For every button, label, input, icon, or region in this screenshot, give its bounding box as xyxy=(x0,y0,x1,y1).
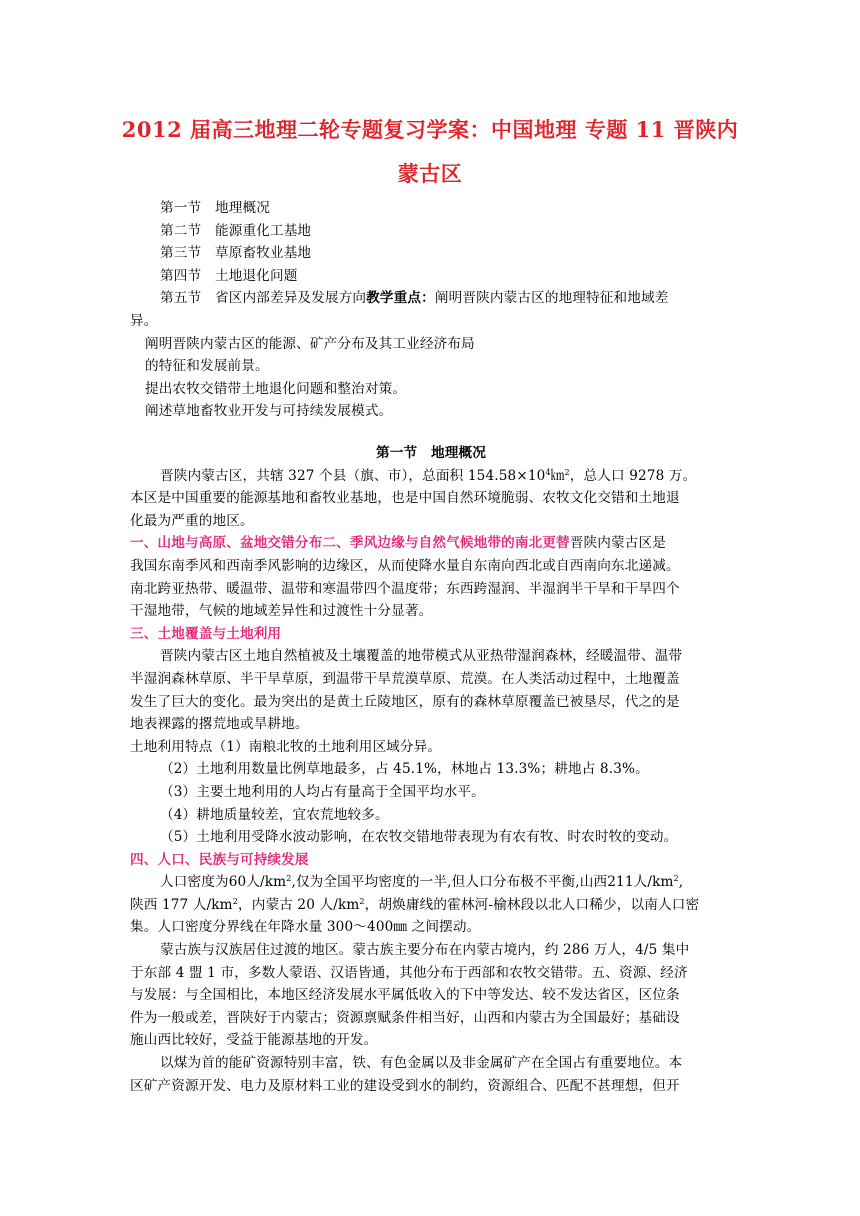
paragraph-line: 与发展：与全国相比，本地区经济发展水平属低收入的下中等发达、较不发达省区，区位条 xyxy=(130,987,680,1004)
paragraph-text: 晋陕内蒙古区是 xyxy=(569,535,667,552)
paragraph-line: 发生了巨大的变化。最为突出的是黄土丘陵地区，原有的森林草原覆盖已被垦尽，代之的是 xyxy=(130,693,680,710)
goal-item: 阐述草地畜牧业开发与可持续发展模式。 xyxy=(145,403,393,420)
toc-item: 第一节 地理概况 xyxy=(160,200,270,216)
paragraph-line: 区矿产资源开发、电力及原材料工业的建设受到水的制约，资源组合、匹配不甚理想，但开 xyxy=(130,1077,680,1094)
superscript: 2 xyxy=(673,874,679,884)
list-item: （5）土地利用受降水波动影响，在农牧交错地带表现为有农有牧、时农时牧的变动。 xyxy=(160,829,678,846)
paragraph-line xyxy=(130,894,732,917)
superscript: 2 xyxy=(286,874,292,884)
list-item: （3）主要土地利用的人均占有量高于全国平均水平。 xyxy=(160,783,485,800)
pop-text: 陕西 177 人/km xyxy=(130,896,233,913)
paragraph-line: 干湿地带，气候的地域差异性和过渡性十分显著。 xyxy=(130,603,433,620)
paragraph-line: 地表裸露的撂荒地或旱耕地。 xyxy=(130,716,309,733)
paragraph-line xyxy=(130,871,732,894)
superscript: 4 xyxy=(545,467,551,477)
paragraph-line: 于东部 4 盟 1 市，多数人蒙语、汉语皆通，其他分布于西部和农牧交错带。五、资源、经济 xyxy=(130,964,688,981)
paragraph-line: 我国东南季风和西南季风影响的边缘区，从而使降水量自东南向西北或自西南向东北递减。 xyxy=(130,557,680,574)
subheading: 一、山地与高原、盆地交错分布二、季风边缘与自然气候地带的南北更替 xyxy=(130,535,570,552)
toc-block xyxy=(130,197,732,423)
list-item: （2）土地利用数量比例草地最多，占 45.1%，林地占 13.3%；耕地占 8.3%。 xyxy=(160,761,649,778)
paragraph-line: 以煤为首的能矿资源特别丰富，铁、有色金属以及非金属矿产在全国占有重要地位。本 xyxy=(160,1055,683,1072)
key-points-text-cont: 异。 xyxy=(130,312,158,329)
paragraph-line: 蒙古族与汉族居住过渡的地区。蒙古族主要分布在内蒙古境内，约 286 万人，4/5 集中 xyxy=(160,942,690,959)
pop-text: , xyxy=(678,874,684,891)
section-1 xyxy=(130,442,732,1097)
toc-item-5-label: 第五节 省区内部差异及发展方向 xyxy=(160,290,367,307)
paragraph-line: 半湿润森林草原、半干旱草原，到温带干旱荒漠草原、荒漠。在人类活动过程中，土地覆盖 xyxy=(130,670,680,687)
pop-text: 人口密度为60人/km xyxy=(160,874,287,891)
subheading: 四、人口、民族与可持续发展 xyxy=(130,851,309,868)
paragraph-line: 南北跨亚热带、暖温带、温带和寒温带四个温度带；东西跨湿润、半湿润半干旱和干旱四个 xyxy=(130,580,680,597)
paragraph-line: 化最为严重的地区。 xyxy=(130,512,254,529)
toc-item: 第四节 土地退化问题 xyxy=(160,267,298,284)
intro-unit: ㎞ xyxy=(550,467,565,484)
goal-item: 阐明晋陕内蒙古区的能源、矿产分布及其工业经济布局 xyxy=(145,335,475,352)
paragraph-line xyxy=(130,465,732,488)
pop-text: ,仅为全国平均密度的一半,但人口分布极不平衡,山西211人/km xyxy=(291,874,674,891)
intro-text: ，总人口 9278 万。 xyxy=(569,467,697,484)
paragraph-line: 晋陕内蒙古区土地自然植被及土壤覆盖的地带模式从亚热带湿润森林，经暖温带、温带 xyxy=(160,648,683,665)
superscript: 2 xyxy=(232,896,238,906)
paragraph-line: 本区是中国重要的能源基地和畜牧业基地，也是中国自然环境脆弱、农牧文化交错和土地退 xyxy=(130,490,680,507)
goal-item: 的特征和发展前景。 xyxy=(145,358,269,375)
pop-text: ，内蒙古 20 人/km xyxy=(237,896,360,913)
pop-text: ，胡焕庸线的霍林河-榆林段以北人口稀少，以南人口密 xyxy=(364,896,700,913)
paragraph-line: 土地利用特点（1）南粮北牧的土地利用区域分异。 xyxy=(130,738,442,755)
toc-item: 第三节 草原畜牧业基地 xyxy=(160,245,312,262)
goal-item: 提出农牧交错带土地退化问题和整治对策。 xyxy=(145,380,407,397)
toc-item-5 xyxy=(130,287,732,310)
key-points-text: 阐明晋陕内蒙古区的地理特征和地域差 xyxy=(434,290,669,307)
document-title-line-1: 2012 届高三地理二轮专题复习学案：中国地理 专题 11 晋陕内 xyxy=(121,117,739,142)
section-heading: 第一节 地理概况 xyxy=(376,445,486,461)
key-points-label: 教学重点： xyxy=(366,290,435,307)
paragraph-line: 施山西比较好，受益于能源基地的开发。 xyxy=(130,1032,378,1049)
heading-line xyxy=(130,532,732,555)
paragraph-line: 集。人口密度分界线在年降水量 300～400㎜ 之间摆动。 xyxy=(130,919,481,936)
list-item: （4）耕地质量较差，宜农荒地较多。 xyxy=(160,806,389,823)
toc-item: 第二节 能源重化工基地 xyxy=(160,222,312,239)
paragraph-line: 件为一般或差，晋陕好于内蒙古；资源禀赋条件相当好，山西和内蒙古为全国最好；基础设 xyxy=(130,1009,680,1026)
subheading: 三、土地覆盖与土地利用 xyxy=(130,625,282,642)
superscript: 2 xyxy=(564,467,570,477)
superscript: 2 xyxy=(359,896,365,906)
intro-text: 晋陕内蒙古区，共辖 327 个县（旗、市），总面积 154.58×10 xyxy=(160,467,546,484)
document-title-line-2: 蒙古区 xyxy=(397,161,463,186)
